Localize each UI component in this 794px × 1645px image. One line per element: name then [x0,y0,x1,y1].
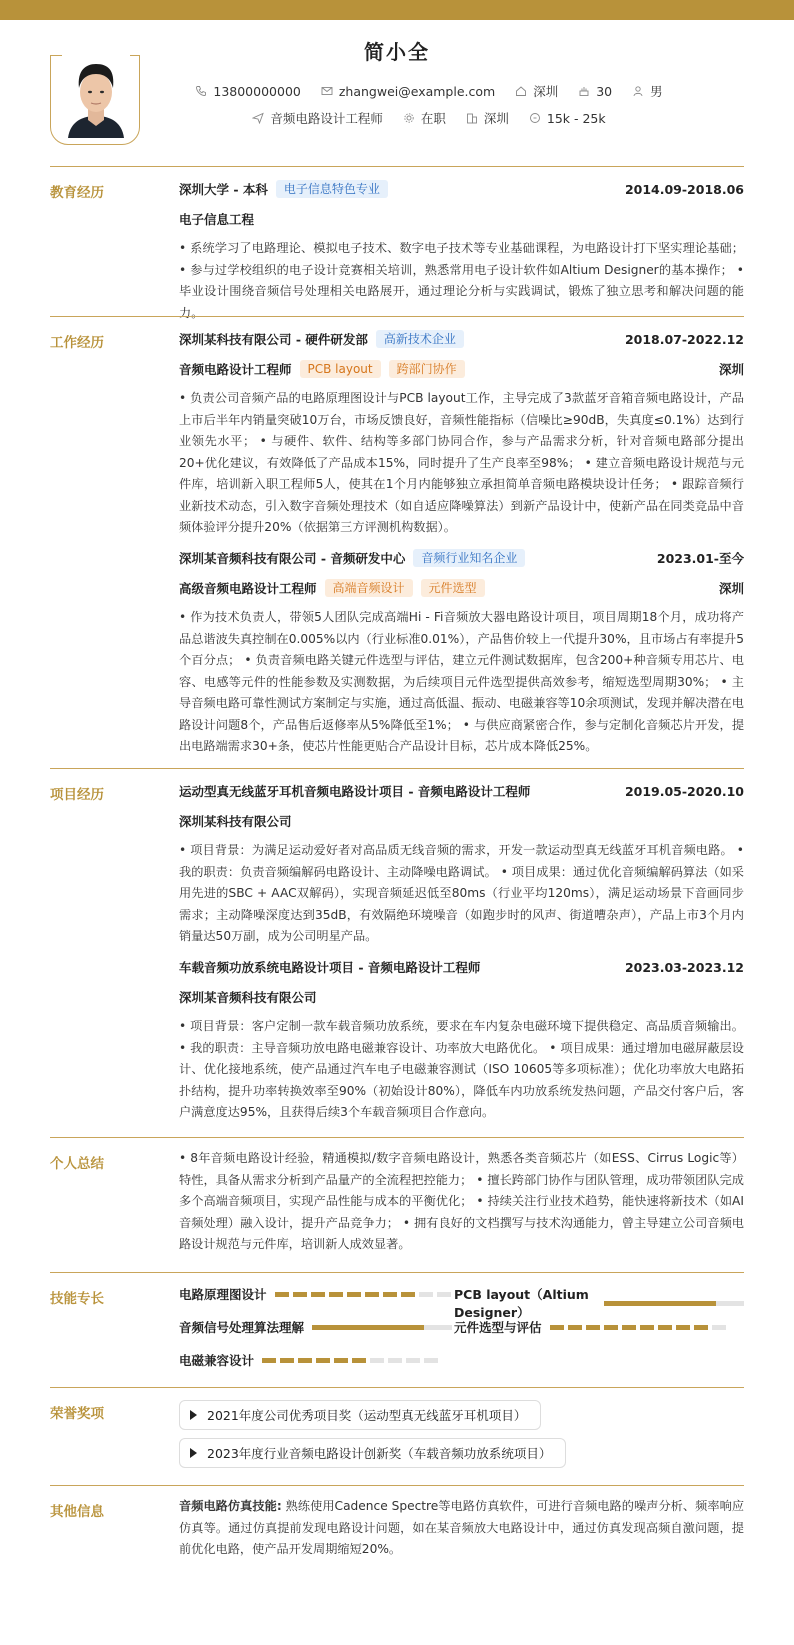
skill-level-segment [640,1325,654,1330]
age-item [578,84,612,99]
skill-item [454,1318,730,1336]
skill-level-segment [676,1325,690,1330]
project-item [179,957,744,1124]
email-item [321,84,495,99]
salary-item [529,111,606,126]
target-city-text: 深圳 [483,111,509,126]
email-text: zhangwei@example.com [338,84,496,99]
education-header [179,179,744,199]
project-header [179,957,744,977]
phone-text: 13800000000 [213,84,301,99]
skill-level-segment [406,1358,420,1363]
project-org: 深圳某音频科技有限公司 [179,990,317,1005]
work-header [179,329,744,349]
company-name: 深圳某科技有限公司 - 硬件研发部 [179,332,368,347]
skill-level-segment [365,1292,379,1297]
other-text [179,1496,744,1561]
gear-icon [403,112,415,124]
company-tag: 音频行业知名企业 [413,549,525,567]
education-title: 教育经历 [50,185,104,201]
education-body [179,179,744,324]
skill-level-segment [568,1325,582,1330]
role-name: 高级音频电路设计工程师 [179,581,317,596]
skill-level-fill [312,1325,424,1330]
skill-level-segment [370,1358,384,1363]
skill-level-segment [280,1358,294,1363]
skill-level-segment [388,1358,402,1363]
education-tag: 电子信息特色专业 [276,180,388,198]
award-item[interactable] [179,1400,541,1430]
summary-title: 个人总结 [50,1156,104,1172]
skill-level-segment [419,1292,433,1297]
work-city: 深圳 [718,362,744,377]
award-text: 2023年度行业音频电路设计创新奖（车载音频功放系统项目） [207,1446,552,1461]
gender-item [632,82,663,100]
project-org: 深圳某科技有限公司 [179,814,292,829]
skill-level-segment [550,1325,564,1330]
candidate-name: 简小全 [364,40,430,64]
skill-level-bar [550,1325,730,1330]
project-item [179,781,744,948]
project-header [179,781,744,801]
education-desc: • 系统学习了电路理论、模拟电子技术、数字电子技术等专业基础课程，为电路设计打下坚实理论基础； • 参与过学校组织的电子设计竞赛相关培训，熟悉常用电子设计软件如Altium Designer的基本操作； • 毕业设计围绕音频信号处理相关电路展开，通过理论分析与实践调试，锻炼了独立思考和解决问题的能力。 [179,241,744,320]
awards-section [50,1387,744,1485]
role-tag: 跨部门协作 [389,360,465,378]
mail-icon [321,85,333,97]
project-name: 运动型真无线蓝牙耳机音频电路设计项目 - 音频电路设计工程师 [179,784,531,799]
work-role-row [179,359,744,379]
skill-level-segment [352,1358,366,1363]
project-name: 车载音频功放系统电路设计项目 - 音频电路设计工程师 [179,960,481,975]
projects-title: 项目经历 [50,787,104,803]
skill-level-bar [604,1301,744,1306]
award-item[interactable] [179,1438,566,1468]
skill-level-bar [312,1325,452,1330]
skill-level-segment [293,1292,307,1297]
skill-level-segment [437,1292,451,1297]
award-text: 2021年度公司优秀项目奖（运动型真无线蓝牙耳机项目） [207,1408,527,1423]
awards-title: 荣誉奖项 [50,1406,104,1422]
status-text: 在职 [420,111,446,126]
education-section [50,166,744,320]
skill-level-segment [311,1292,325,1297]
other-body [179,1496,744,1561]
other-label: 音频电路仿真技能: [179,1499,282,1513]
job-intent-row [0,109,794,127]
skill-name: 电磁兼容设计 [179,1353,255,1368]
position-item [252,109,383,127]
work-item [179,329,744,539]
skill-level-segment [316,1358,330,1363]
role-tag: PCB layout [300,360,381,378]
skill-level-segment [334,1358,348,1363]
work-role-row [179,578,744,598]
contact-row [0,82,794,100]
skill-level-segment [694,1325,708,1330]
person-icon [632,85,644,97]
building-icon [466,112,478,124]
status-item [403,109,446,127]
role-name: 音频电路设计工程师 [179,362,292,377]
age-text: 30 [596,84,613,99]
work-header [179,548,744,568]
skill-level-segment [383,1292,397,1297]
summary-body [179,1148,744,1256]
home-icon [515,85,527,97]
summary-section [50,1137,744,1272]
education-period: 2014.09-2018.06 [624,181,744,197]
skills-section [50,1272,744,1387]
other-section [50,1485,744,1645]
skill-name: PCB layout（Altium Designer） [454,1287,589,1320]
city-item [515,82,558,100]
send-icon [252,112,264,124]
other-desc: 熟练使用Cadence Spectre等电路仿真软件，可进行音频电路的噪声分析、频率响应仿真等。通过仿真提前发现电路设计问题，如在某音频放大电路设计中，通过仿真发现高频自激问题，提前优化电路，使产品开发周期缩短20%。 [179,1499,745,1556]
skill-item [179,1351,442,1369]
projects-section [50,768,744,1137]
role-tag: 高端音频设计 [325,579,413,597]
triangle-icon [190,1410,197,1420]
skill-name: 电路原理图设计 [179,1287,267,1302]
summary-desc: • 8年音频电路设计经验，精通模拟/数字音频电路设计，熟悉各类音频芯片（如ESS、Cirrus Logic等）特性，具备从需求分析到产品量产的全流程把控能力； • 擅长跨部门协作与团队管理，成功带领团队完成多个高端音频项目，实现产品性能与成本的平衡优化； • 持续关注行业技术趋势，能快速将新技术（如AI音频处理）融入设计，提升产品竞争力； • 拥有良好的文档撰写与技术沟通能力，曾主导建立公司音频电路设计规范与元件库，培训新人成效显著。 [179,1151,744,1251]
skill-level-segment [658,1325,672,1330]
work-period: 2018.07-2022.12 [624,331,744,347]
work-item [179,548,744,758]
other-title: 其他信息 [50,1504,104,1520]
gender-text: 男 [650,84,663,99]
work-title: 工作经历 [50,335,104,351]
skill-name: 元件选型与评估 [454,1320,542,1335]
work-section [50,316,744,768]
skill-item [179,1318,452,1336]
project-desc: • 项目背景：为满足运动爱好者对高品质无线音频的需求，开发一款运动型真无线蓝牙耳机音频电路。 • 我的职责：负责音频编解码电路设计、主动降噪电路调试。 • 项目成果：通过优化音频编解码算法（如采用先进的SBC + AAC双解码），实现音频延迟低至80ms（行业平均120ms），满足运动场景下音画同步需求；主动降噪深度达到35dB，有效隔绝环境噪音（如跑步时的风声、街道嘈杂声），产品上市3个月内销量达50万副，成为公司明星产品。 [179,843,744,943]
awards-body [179,1400,744,1468]
skill-level-segment [424,1358,438,1363]
major-name: 电子信息工程 [179,212,255,227]
skills-body [179,1285,744,1375]
skill-level-track [716,1301,744,1306]
skill-level-fill [604,1301,716,1306]
skills-title: 技能专长 [50,1291,104,1307]
skill-level-bar [275,1292,455,1297]
company-name: 深圳某音频科技有限公司 - 音频研发中心 [179,551,406,566]
phone-item [195,84,300,99]
work-desc: • 负责公司音频产品的电路原理图设计与PCB layout工作，主导完成了3款蓝牙音箱音频电路设计，产品上市后半年内销量突破10万台，市场反馈良好，音频性能指标（信噪比≥90dB，失真度≤0.1%）达到行业领先水平； • 与硬件、软件、结构等多部门协同合作，参与产品需求分析，针对音频电路部分提出20+优化建议，有效降低了产品成本15%，同时提升了生产良率至98%； • 建立音频电路设计规范与元件库，培训新入职工程师5人，使其在1个月内能够独立承担简单音频电路模块设计任务； • 跟踪音频行业新技术动态，引入数字音频处理技术（如自适应降噪算法）到新产品设计中，使新产品在同类竞品中音频体验评分提升20%（依据第三方评测机构数据）。 [179,391,744,534]
triangle-icon [190,1448,197,1458]
cake-icon [578,85,590,97]
role-tag: 元件选型 [421,579,485,597]
project-period: 2023.03-2023.12 [624,959,744,975]
skill-name: 音频信号处理算法理解 [179,1320,305,1335]
skill-level-track [424,1325,452,1330]
position-text: 音频电路设计工程师 [270,111,383,126]
school-name: 深圳大学 - 本科 [179,182,268,197]
skill-level-segment [712,1325,726,1330]
phone-icon [195,85,207,97]
project-desc: • 项目背景：客户定制一款车载音频功放系统，要求在车内复杂电磁环境下提供稳定、高品质音频输出。 • 我的职责：主导音频功放电路电磁兼容设计、功率放大电路优化。 • 项目成果：通过增加电磁屏蔽层设计、优化接地系统，使产品通过汽车电子电磁兼容测试（ISO 10605等多项标准）；优化功率放大电路拓扑结构，提升功率转换效率至90%（初始设计80%），降低车内功放系统发热问题，产品交付客户后，客户满意度达95%，且获得后续3个车载音频项目合作意向。 [179,1019,744,1119]
project-period: 2019.05-2020.10 [624,783,744,799]
skill-level-segment [329,1292,343,1297]
skill-level-segment [298,1358,312,1363]
work-desc: • 作为技术负责人，带领5人团队完成高端Hi - Fi音频放大器电路设计项目，项目周期18个月，成功将产品总谐波失真控制在0.005%以内（行业标准0.01%），产品售价较上一代提升30%，且市场占有率提升5个百分点； • 负责音频电路关键元件选型与评估，建立元件测试数据库，包含200+种音频专用芯片、电容、电感等元件的性能参数及实测数据，为后续项目元件选型提供高效参考，缩短选型周期30%； • 主导音频电路可靠性测试方案制定与实施，通过高低温、振动、电磁兼容等10余项测试，发现并解决潜在电路设计问题8个，产品售后返修率从5%降低至1%； • 与供应商紧密合作，参与定制化音频芯片开发，提出电路端需求30+条，使芯片性能更贴合产品设计目标，芯片成本降低25%。 [179,610,744,753]
skill-level-segment [275,1292,289,1297]
skill-level-bar [262,1358,442,1363]
skill-item [179,1285,455,1303]
top-accent-bar [0,0,794,20]
skill-level-segment [622,1325,636,1330]
work-city: 深圳 [718,581,744,596]
skill-level-segment [262,1358,276,1363]
salary-text: 15k - 25k [546,111,606,126]
target-city-item [466,109,509,127]
skill-level-segment [347,1292,361,1297]
company-tag: 高新技术企业 [376,330,464,348]
skill-item [454,1285,744,1321]
salary-icon [529,112,541,124]
city-text: 深圳 [533,84,559,99]
skill-level-segment [586,1325,600,1330]
work-period: 2023.01-至今 [656,551,744,566]
skill-level-segment [401,1292,415,1297]
skill-level-segment [604,1325,618,1330]
